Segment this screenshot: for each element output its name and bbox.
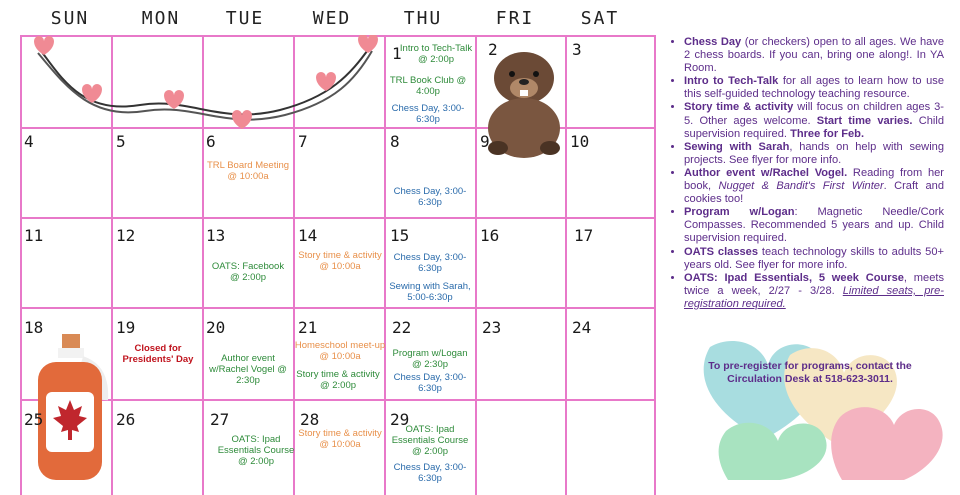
grid-line — [20, 307, 656, 309]
date-number: 3 — [572, 40, 582, 59]
date-number: 16 — [480, 226, 500, 245]
date-number: 13 — [206, 226, 226, 245]
date-number: 25 — [24, 410, 44, 429]
desc-title: OATS: Ipad Essentials, 5 week Course — [684, 271, 904, 284]
event-chess-day: Chess Day, 3:00- 6:30p — [391, 103, 465, 125]
grid-line — [475, 35, 477, 495]
desc-text: : Magnetic Needle/Cork Compasses. Recommended 5 years and up. Child supervision required. — [684, 206, 944, 245]
event-tech-talk: Intro to Tech-Talk @ 2:00p — [399, 43, 473, 65]
desc-text: (or checkers) open to all ages. We have 2 chess boards. If you can, bring one along!. In YA Room. — [684, 36, 945, 75]
event-sewing-sarah: Sewing with Sarah, 5:00-6:30p — [389, 281, 471, 303]
day-header-thu: THU — [403, 8, 443, 29]
date-number: 22 — [392, 318, 412, 337]
date-number: 27 — [210, 410, 230, 429]
date-number: 29 — [390, 410, 410, 429]
desc-text: for all ages to learn how to use this self-guided technology teaching resource. — [684, 75, 945, 101]
event-homeschool-meetup: Homeschool meet-up @ 10:00a — [294, 340, 386, 362]
date-number: 19 — [116, 318, 136, 337]
date-number: 17 — [574, 226, 594, 245]
date-number: 20 — [206, 318, 226, 337]
event-book-club: TRL Book Club @ 4:00p — [389, 75, 467, 97]
desc-oats-ipad — [684, 272, 944, 311]
grid-line — [565, 35, 567, 495]
day-header-sat: SAT — [580, 8, 620, 29]
event-program-logan: Program w/Logan @ 2:30p — [392, 348, 468, 370]
desc-emphasis: Three for Feb. — [790, 127, 865, 140]
grid-line — [20, 217, 656, 219]
desc-text: Reading from her book, — [684, 166, 944, 193]
date-number: 5 — [116, 132, 126, 151]
desc-program-logan — [684, 206, 944, 245]
event-board-meeting: TRL Board Meeting @ 10:00a — [206, 160, 290, 182]
desc-title: Chess Day — [684, 36, 742, 48]
heart-garland-decoration — [20, 35, 390, 135]
desc-title: Program w/Logan — [684, 206, 795, 219]
date-number: 1 — [392, 44, 402, 63]
desc-text: , meets twice a week, 2/27 - 3/28. — [684, 271, 944, 297]
event-author-rachel-vogel: Author event w/Rachel Vogel @ 2:30p — [209, 353, 287, 386]
desc-text: Child supervision required. — [684, 114, 944, 140]
grid-line — [654, 35, 656, 495]
desc-title: OATS classes — [684, 245, 759, 258]
date-number: 18 — [24, 318, 44, 337]
contact-info: To pre-register for programs, contact the Circulation Desk at 518-623-3011. — [708, 360, 912, 385]
desc-author-event — [684, 167, 944, 206]
date-number: 28 — [300, 410, 320, 429]
desc-text: teach technology skills to adults 50+ years old. See flyer for more info. — [684, 245, 944, 271]
event-chess-day: Chess Day, 3:00- 6:30p — [393, 186, 467, 208]
date-number: 14 — [298, 226, 318, 245]
date-number: 24 — [572, 318, 592, 337]
date-number: 2 — [488, 40, 498, 59]
day-header-fri: FRI — [495, 8, 535, 29]
event-chess-day: Chess Day, 3:00- 6:30p — [393, 372, 467, 394]
desc-text: , hands on help with sewing projects. See flyer for more info. — [684, 140, 945, 166]
groundhog-illustration — [484, 48, 564, 160]
event-chess-day: Chess Day, 3:00- 6:30p — [393, 252, 467, 274]
date-number: 9 — [480, 132, 490, 151]
desc-tech-talk — [684, 75, 944, 101]
desc-title: Sewing with Sarah — [684, 140, 790, 153]
date-number: 11 — [24, 226, 44, 245]
date-number: 26 — [116, 410, 136, 429]
desc-story-time — [684, 101, 944, 140]
event-chess-day: Chess Day, 3:00- 6:30p — [393, 462, 467, 484]
day-header-mon: MON — [141, 8, 181, 29]
desc-chess-day — [684, 36, 944, 75]
date-number: 4 — [24, 132, 34, 151]
date-number: 7 — [298, 132, 308, 151]
event-story-time: Story time & activity @ 10:00a — [298, 250, 382, 272]
day-header-tue: TUE — [225, 8, 265, 29]
event-oats-ipad: OATS: Ipad Essentials Course @ 2:00p — [391, 424, 469, 457]
date-number: 15 — [390, 226, 410, 245]
desc-text: will focus on children ages 3-5. Other ages welcome. — [684, 101, 944, 127]
desc-oats-classes — [684, 246, 944, 272]
desc-registration-note: Limited seats, pre-registration required. — [684, 284, 944, 310]
date-number: 6 — [206, 132, 216, 151]
desc-emphasis: Start time varies. — [816, 114, 913, 127]
desc-sewing — [684, 141, 944, 167]
desc-title: Intro to Tech-Talk — [684, 75, 779, 88]
desc-title: Author event w/Rachel Vogel. — [684, 166, 848, 179]
desc-book-title: Nugget & Bandit's First Winter — [718, 180, 884, 193]
grid-line — [20, 399, 656, 401]
candy-hearts-decoration — [680, 335, 950, 480]
event-oats-facebook: OATS: Facebook @ 2:00p — [211, 261, 285, 283]
event-story-time: Story time & activity @ 10:00a — [298, 428, 382, 450]
date-number: 10 — [570, 132, 590, 151]
desc-title: Story time & activity — [684, 101, 794, 114]
maple-syrup-bottle-illustration — [34, 334, 114, 480]
date-number: 21 — [298, 318, 318, 337]
day-header-sun: SUN — [50, 8, 90, 29]
event-story-time: Story time & activity @ 2:00p — [296, 369, 380, 391]
program-descriptions — [668, 36, 944, 311]
event-oats-ipad: OATS: Ipad Essentials Course @ 2:00p — [217, 434, 295, 467]
date-number: 8 — [390, 132, 400, 151]
day-header-wed: WED — [312, 8, 352, 29]
desc-text: . Craft and cookies too! — [684, 180, 944, 206]
event-closed-holiday: Closed for Presidents' Day — [122, 343, 194, 365]
date-number: 12 — [116, 226, 136, 245]
date-number: 23 — [482, 318, 502, 337]
